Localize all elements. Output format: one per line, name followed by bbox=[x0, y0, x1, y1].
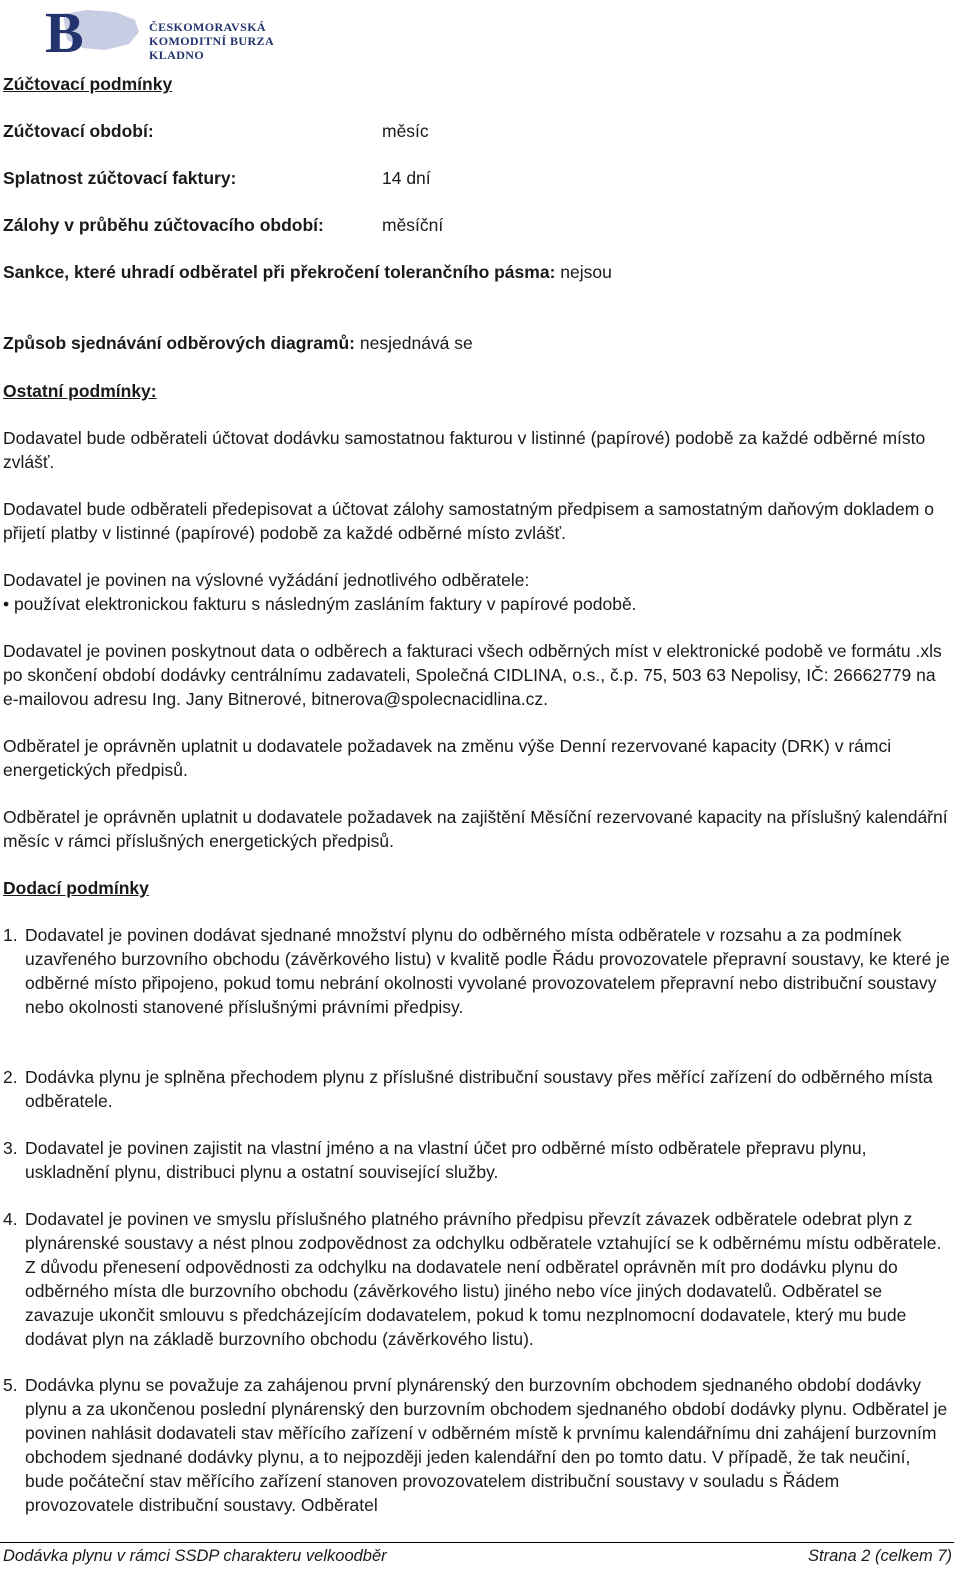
delivery-heading: Dodací podmínky bbox=[3, 878, 149, 898]
list-item bbox=[3, 1065, 952, 1113]
sanctions-label: Sankce, které uhradí odběratel při překročení tolerančního pásma: bbox=[3, 262, 556, 282]
footer-document-title: Dodávka plynu v rámci SSDP charakteru velkoodběr bbox=[3, 1547, 387, 1565]
list-item bbox=[3, 1136, 952, 1184]
list-item bbox=[3, 1207, 952, 1351]
list-text: Dodavatel je povinen dodávat sjednané množství plynu do odběrného místa odběratele v rozsahu a za podmínek uzavřeného burzovního obchodu (závěrkového listu) v kvalitě podle Řádu provozovatele přepravní soustavy, ke které je odběrné místo připojeno, pokud tomu nebrání okolnosti vyvolané provozovatelem přepravní nebo distribuční soustavy nebo okolnosti stanovené příslušnými právními předpisy. bbox=[25, 925, 950, 1017]
list-number: 2. bbox=[3, 1067, 18, 1087]
list-number: 1. bbox=[3, 925, 18, 945]
list-item bbox=[3, 1373, 952, 1517]
other-paragraph-2: Dodavatel bude odběrateli předepisovat a účtovat zálohy samostatným předpisem a samostatným daňovým dokladem o přijetí platby v listinné (papírové) podobě za každé odběrné místo zvlášť. bbox=[3, 499, 934, 543]
other-paragraph-3-intro: Dodavatel je povinen na výslovné vyžádání jednotlivého odběratele: bbox=[3, 570, 530, 590]
deposits-label: Zálohy v průběhu zúčtovacího období: bbox=[3, 215, 324, 235]
invoice-due-value: 14 dní bbox=[382, 168, 431, 188]
other-paragraph-6: Odběratel je oprávněn uplatnit u dodavatele požadavek na zajištění Měsíční rezervované kapacity na příslušný kalendářní měsíc v rámci příslušných energetických předpisů. bbox=[3, 807, 948, 851]
other-heading: Ostatní podmínky: bbox=[3, 381, 157, 401]
list-number: 4. bbox=[3, 1209, 18, 1229]
logo-emblem-icon bbox=[25, 4, 145, 56]
list-number: 3. bbox=[3, 1138, 18, 1158]
list-text: Dodávka plynu se považuje za zahájenou první plynárenský den burzovním obchodem sjednaného období dodávky plynu a za ukončenou poslední plynárenský den burzovním obchodem sjednaného období dodávky plynu. Odběratel je povinen nahlásit dodavateli stav měřícího zařízení v odběrném místě k prvnímu kalendářnímu dni zahájení burzovním obchodem sjednané dodávky plynu, a to nejpozději jeden kalendářní den po tomto datu. V případě, že tak neučiní, bude počáteční stav měřícího zařízení stanoven provozovatelem distribuční soustavy v souladu s Řádem provozovatele distribuční soustavy. Odběratel bbox=[25, 1375, 948, 1515]
invoice-due-label: Splatnost zúčtovací faktury: bbox=[3, 168, 237, 188]
logo-line1: ČESKOMORAVSKÁ bbox=[149, 20, 266, 34]
billing-period-label: Zúčtovací období: bbox=[3, 121, 154, 141]
list-text: Dodávka plynu je splněna přechodem plynu z příslušné distribuční soustavy přes měřící zařízení do odběrného místa odběratele. bbox=[25, 1067, 933, 1111]
bullet-item: • používat elektronickou fakturu s následným zasláním faktury v papírové podobě. bbox=[3, 594, 637, 614]
logo bbox=[25, 4, 325, 62]
svg-text:B: B bbox=[45, 4, 84, 56]
footer-page-number: Strana 2 (celkem 7) bbox=[808, 1547, 952, 1565]
logo-line2: KOMODITNÍ BURZA KLADNO bbox=[149, 34, 274, 62]
sanctions-value: nejsou bbox=[560, 262, 612, 282]
other-paragraph-5: Odběratel je oprávněn uplatnit u dodavatele požadavek na změnu výše Denní rezervované kapacity (DRK) v rámci energetických předpisů. bbox=[3, 736, 892, 780]
other-paragraph-4: Dodavatel je povinen poskytnout data o odběrech a fakturaci všech odběrných míst v elektronické podobě ve formátu .xls po skončení období dodávky centrálnímu zadavateli, Společná CIDLINA, o.s., č.p. 75, 503 63 Nepolisy, IČ: 26662779 na e-mailovou adresu Ing. Jany Bitnerové, bitnerova@spolecnacidlina.cz. bbox=[3, 641, 942, 709]
other-paragraph-3 bbox=[3, 568, 952, 616]
deposits-value: měsíční bbox=[382, 215, 444, 235]
billing-heading: Zúčtovací podmínky bbox=[3, 74, 173, 94]
list-item bbox=[3, 923, 952, 1019]
list-number: 5. bbox=[3, 1375, 18, 1395]
diagram-line bbox=[3, 331, 952, 355]
logo-text bbox=[149, 20, 325, 62]
list-text: Dodavatel je povinen zajistit na vlastní jméno a na vlastní účet pro odběrné místo odběratele přepravu plynu, uskladnění plynu, distribuci plynu a ostatní související služby. bbox=[25, 1138, 867, 1182]
billing-period-value: měsíc bbox=[382, 121, 429, 141]
diagram-value: nesjednává se bbox=[359, 333, 473, 353]
sanctions-line bbox=[3, 260, 952, 284]
list-text: Dodavatel je povinen ve smyslu příslušného platného právního předpisu převzít závazek odběratele odebrat plyn z plynárenské soustavy a nést plnou zodpovědnost za odchylku odběratele vztahující se k odběrnému místu odběratele. Z důvodu přenesení odpovědnosti za odchylku na dodavatele není odběratel oprávněn mít pro dodávku plynu do odběrného místa dle burzovního obchodu (závěrkového listu) jiného nebo více jiných dodavatelů. Odběratel se zavazuje ukončit smlouvu s předcházejícím dodavatelem, pokud k tomu nezplnomocní dodavatele, který mu bude dodávat plyn na základě burzovního obchodu (závěrkového listu). bbox=[25, 1209, 942, 1349]
diagram-label: Způsob sjednávání odběrových diagramů: bbox=[3, 333, 356, 353]
other-paragraph-1: Dodavatel bude odběrateli účtovat dodávku samostatnou fakturou v listinné (papírové) podobě za každé odběrné místo zvlášť. bbox=[3, 428, 926, 472]
footer-divider bbox=[0, 1542, 954, 1543]
